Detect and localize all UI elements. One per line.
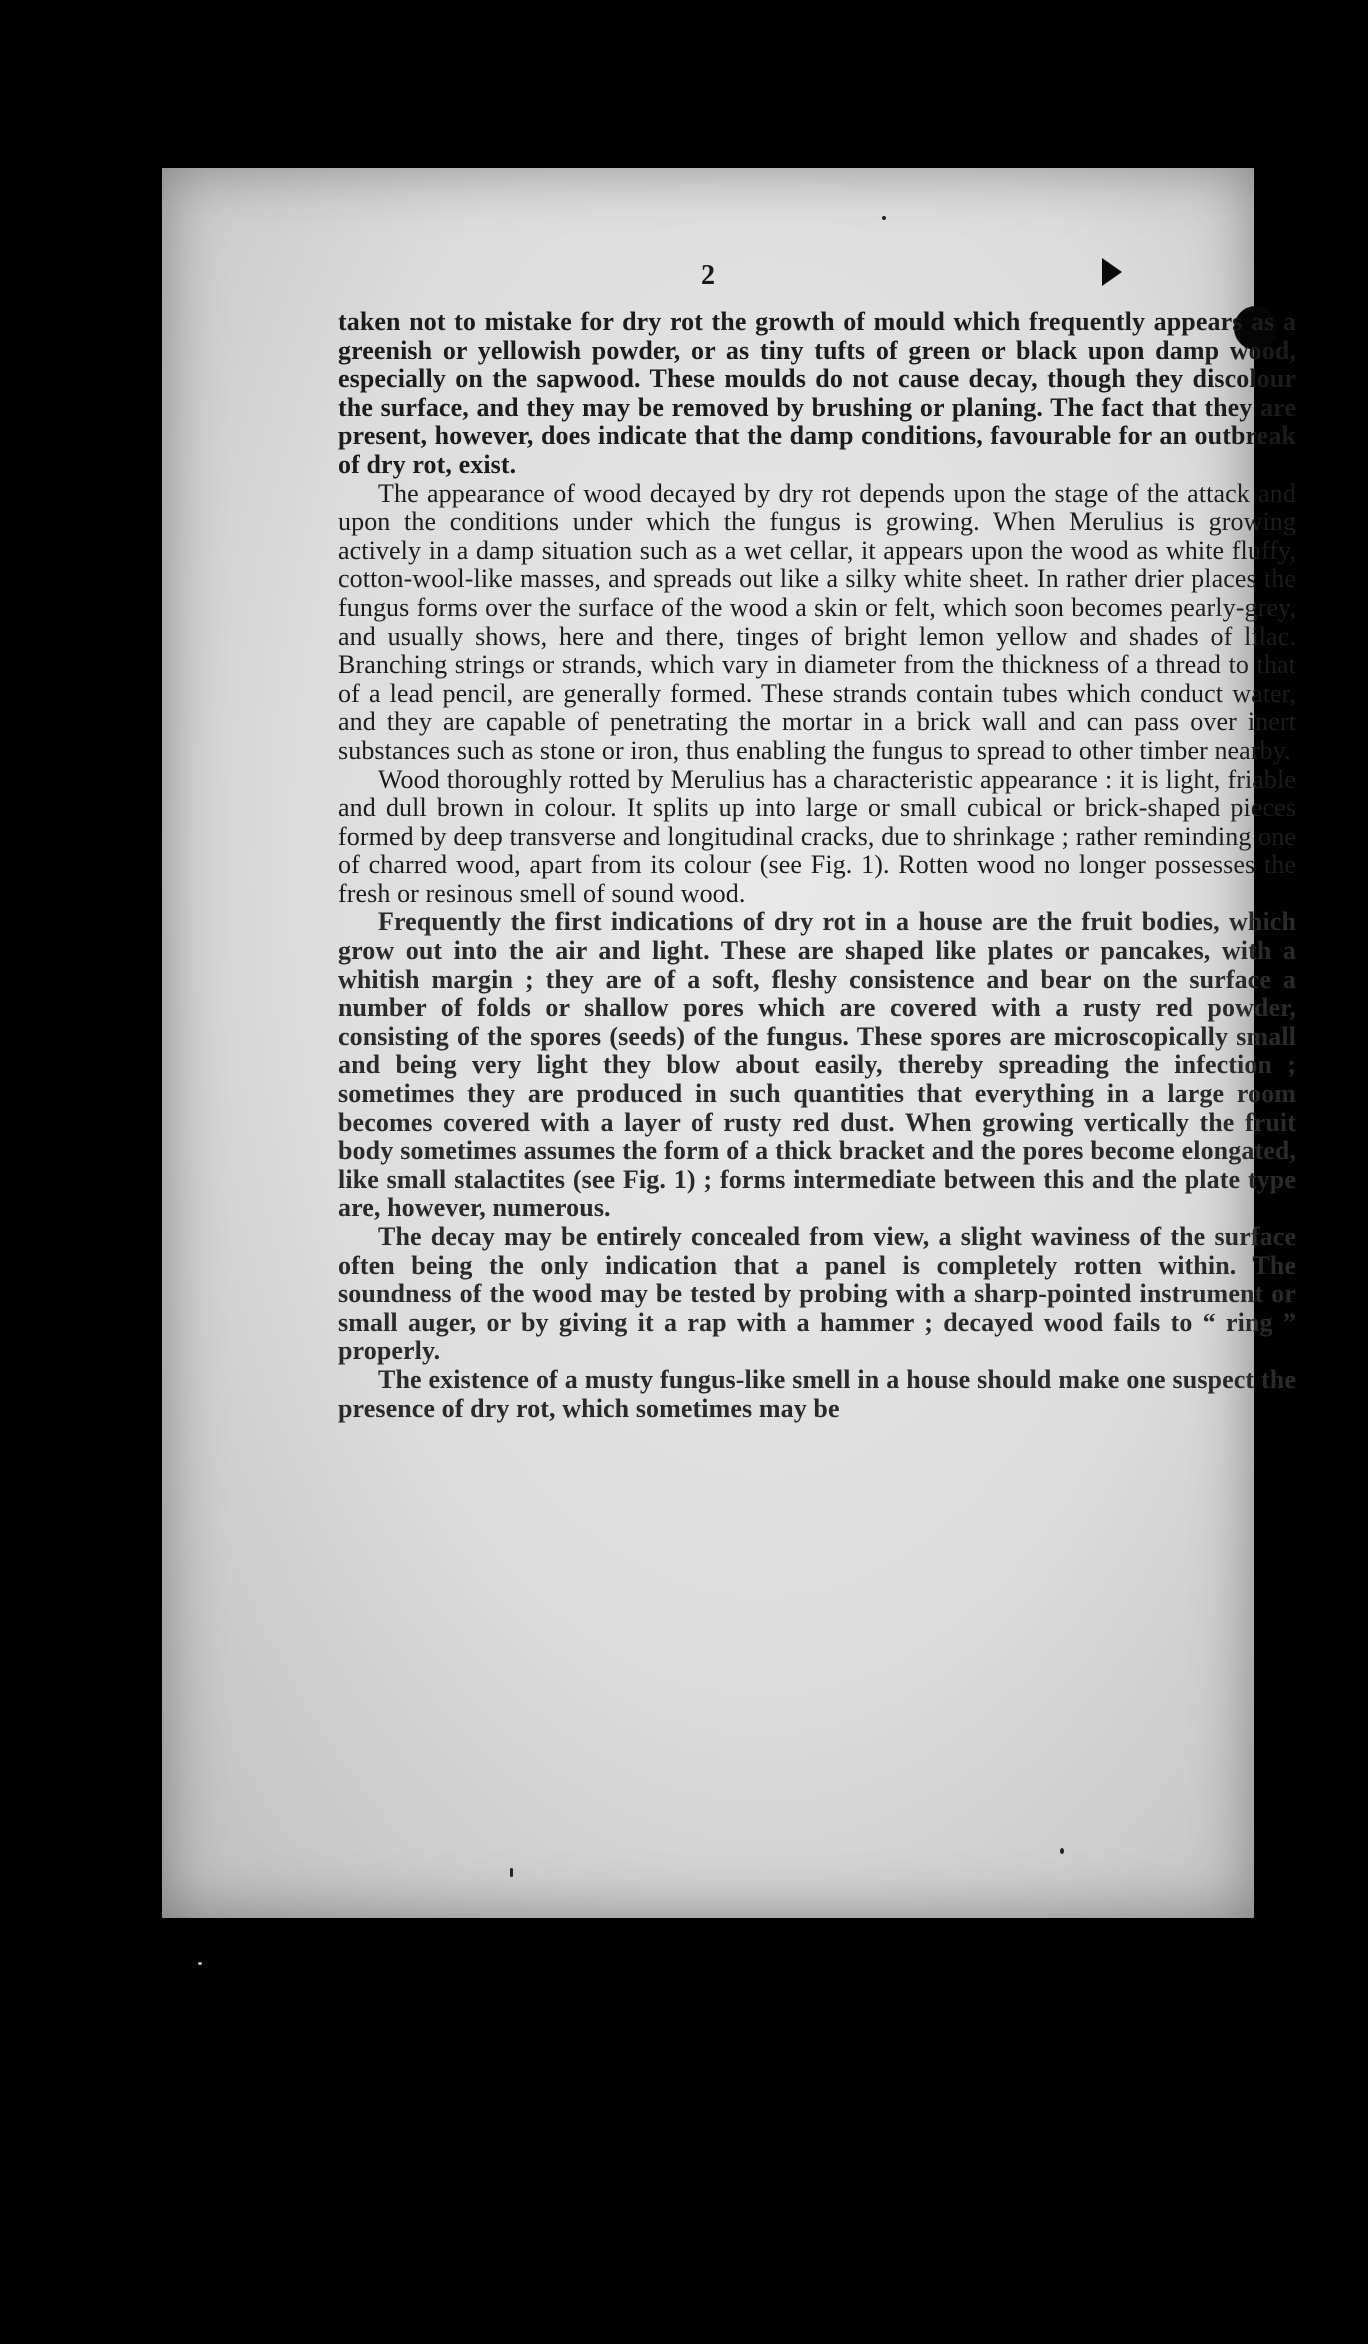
paragraph-musty-smell: The existence of a musty fungus-like smell in a house should make one suspect the presence of dry rot, which sometimes may be — [338, 1364, 1296, 1423]
body-text — [338, 308, 1296, 1423]
paragraph-appearance: The appearance of wood decayed by dry rot depends upon the stage of the attack and upon the conditions under which the fungus is growing. When Merulius is growing actively in a damp situation such as a wet cellar, it appears upon the wood as white fluffy, cotton-wool-like masses, and spreads out like a silky white sheet. In rather drier places the fungus forms over the surface of the wood a skin or felt, which soon becomes pearly-grey, and usually shows, here and there, tinges of bright lemon yellow and shades of lilac. Branching strings or strands, which vary in diameter from the thickness of a thread to that of a lead pencil, are generally formed. These strands contain tubes which conduct water, and they are capable of penetrating the mortar in a brick wall and can pass over inert substances such as stone or iron, thus enabling the fungus to spread to other timber nearby. — [338, 478, 1296, 765]
edge-speck — [198, 1962, 202, 1965]
paragraph-fruit-bodies: Frequently the first indications of dry rot in a house are the fruit bodies, which grow out into the air and light. These are shaped like plates or pancakes, with a whitish margin ; they are of a soft, fleshy consistence and bear on the surface a number of folds or shallow pores which are covered with a rusty red powder, consisting of the spores (seeds) of the fungus. These spores are microscopically small and being very light they blow about easily, thereby spreading the infection ; sometimes they are produced in such quantities that everything in a large room becomes covered with a layer of rusty red dust. When growing vertically the fruit body sometimes assumes the form of a thick bracket and the pores become elongated, like small stalactites (see Fig. 1) ; forms intermediate between this and the plate type are, however, numerous. — [338, 907, 1296, 1223]
paragraph-rotted-wood: Wood thoroughly rotted by Merulius has a characteristic appearance : it is light, friable and dull brown in colour. It splits up into large or small cubical or brick-shaped pieces formed by deep transverse and longitudinal cracks, due to shrinkage ; rather reminding one of charred wood, apart from its colour (see Fig. 1). Rotten wood no longer possesses the fresh or resinous smell of sound wood. — [338, 764, 1296, 908]
dust-speck — [510, 1868, 513, 1877]
page-number: 2 — [701, 260, 715, 291]
paragraph-concealed-decay: The decay may be entirely concealed from view, a slight waviness of the surface often being the only indication that a panel is completely rotten within. The soundness of the wood may be tested by probing with a sharp-pointed instrument or small auger, or by giving it a rap with a hammer ; decayed wood fails to “ ring ” properly. — [338, 1222, 1296, 1366]
paragraph-continuation: taken not to mistake for dry rot the growth of mould which frequently appears as a greenish or yellowish powder, or as tiny tufts of green or black upon damp wood, especially on the sapwood. These moulds do not cause decay, though they discolour the surface, and they may be removed by brushing or planing. The fact that they are present, however, does indicate that the damp conditions, favourable for an outbreak of dry rot, exist. — [338, 307, 1296, 479]
dust-speck — [1060, 1848, 1064, 1854]
scanned-page — [162, 168, 1296, 1918]
dust-speck — [882, 216, 886, 220]
